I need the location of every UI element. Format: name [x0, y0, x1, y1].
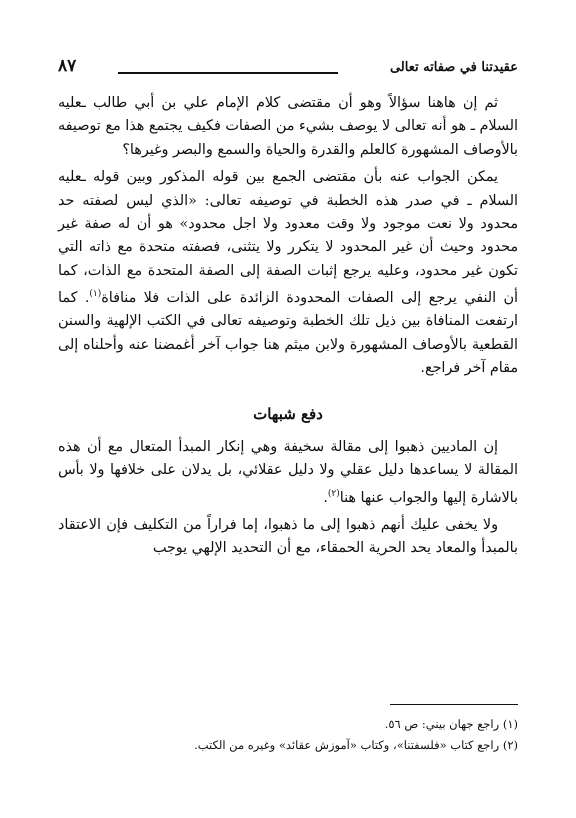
footnotes: [58, 714, 518, 756]
paragraph-question: ثم إن هاهنا سؤالاً وهو أن مقتضى كلام الإمام علي بن أبي طالب ـعليه السلام ـ هو أنه تعالى لا يوصف بشيء من الصفات فكيف يجتمع هذا مع توصيفه بالأوصاف المشهورة كالعلم والقدرة والحياة والسمع والبصر وغيرها؟: [58, 95, 518, 158]
page-number: ٨٧: [58, 56, 77, 76]
paragraph-materialists-tail: .: [323, 489, 328, 506]
section-heading: دفع شبهات: [253, 404, 323, 423]
running-title: عقيدتنا في صفاته تعالى: [389, 60, 518, 75]
footnote-1: (١) راجع جهان بيني: ص ٥٦.: [384, 717, 518, 731]
footnote-ref-1: (١): [89, 289, 102, 300]
paragraph-materialists: [58, 436, 518, 510]
paragraph-answer: [58, 166, 518, 380]
page-header: [58, 56, 518, 86]
footnote-rule: [390, 704, 518, 705]
paragraph-materialists-main: إن الماديين ذهبوا إلى مقالة سخيفة وهي إنكار المبدأ المتعال مع أن هذه المقالة لا يساعدها دليل عقلي ولا دليل عقلائي، بل يدلان على خلافها ولا بأس بالاشارة إليها والجواب عنها هنا: [58, 439, 518, 506]
header-rule: [118, 72, 338, 74]
footnote-ref-2: (٢): [327, 488, 340, 499]
body-text: [58, 92, 518, 561]
paragraph-answer-main: يمكن الجواب عنه بأن مقتضى الجمع بين قوله المذكور وبين قوله ـعليه السلام ـ في صدر هذه الخطبة في توصيفه تعالى: «الذي ليس لصفته حد محدود ولا نعت موجود ولا وقت معدود ولا اجل محدود» هو أن له صفة غير محدود وحيث أن غير المحدود لا يتكرر ولا يتثنى، فصفته متحدة مع ذاته التي تكون غير محدود، وعليه يرجع إثبات الصفة إلى الصفة المتحدة مع الذات، كما أن النفي يرجع إلى الصفات المحدودة الزائدة على الذات فلا منافاة: [58, 169, 518, 307]
paragraph-motives: ولا يخفى عليك أنهم ذهبوا إلى ما ذهبوا، إما فراراً من التكليف فإن الاعتقاد بالمبدأ والمعاد يحد الحرية الحمقاء، مع أن التحديد الإلهي يوجب: [58, 517, 518, 557]
paragraph-answer-tail: . كما ارتفعت المنافاة بين ذيل تلك الخطبة وتوصيفه تعالى في الكتب الإلهية والسنن القطعية بالأوصاف المشهورة ولابن ميثم هنا جواب آخر أغمضنا عنه وأحلناه إلى مقام آخر فراجع.: [58, 290, 518, 377]
footnote-2: (٢) راجع كتاب «فلسفتنا»، وكتاب «آموزش عقائد» وغيره من الكتب.: [194, 738, 518, 752]
